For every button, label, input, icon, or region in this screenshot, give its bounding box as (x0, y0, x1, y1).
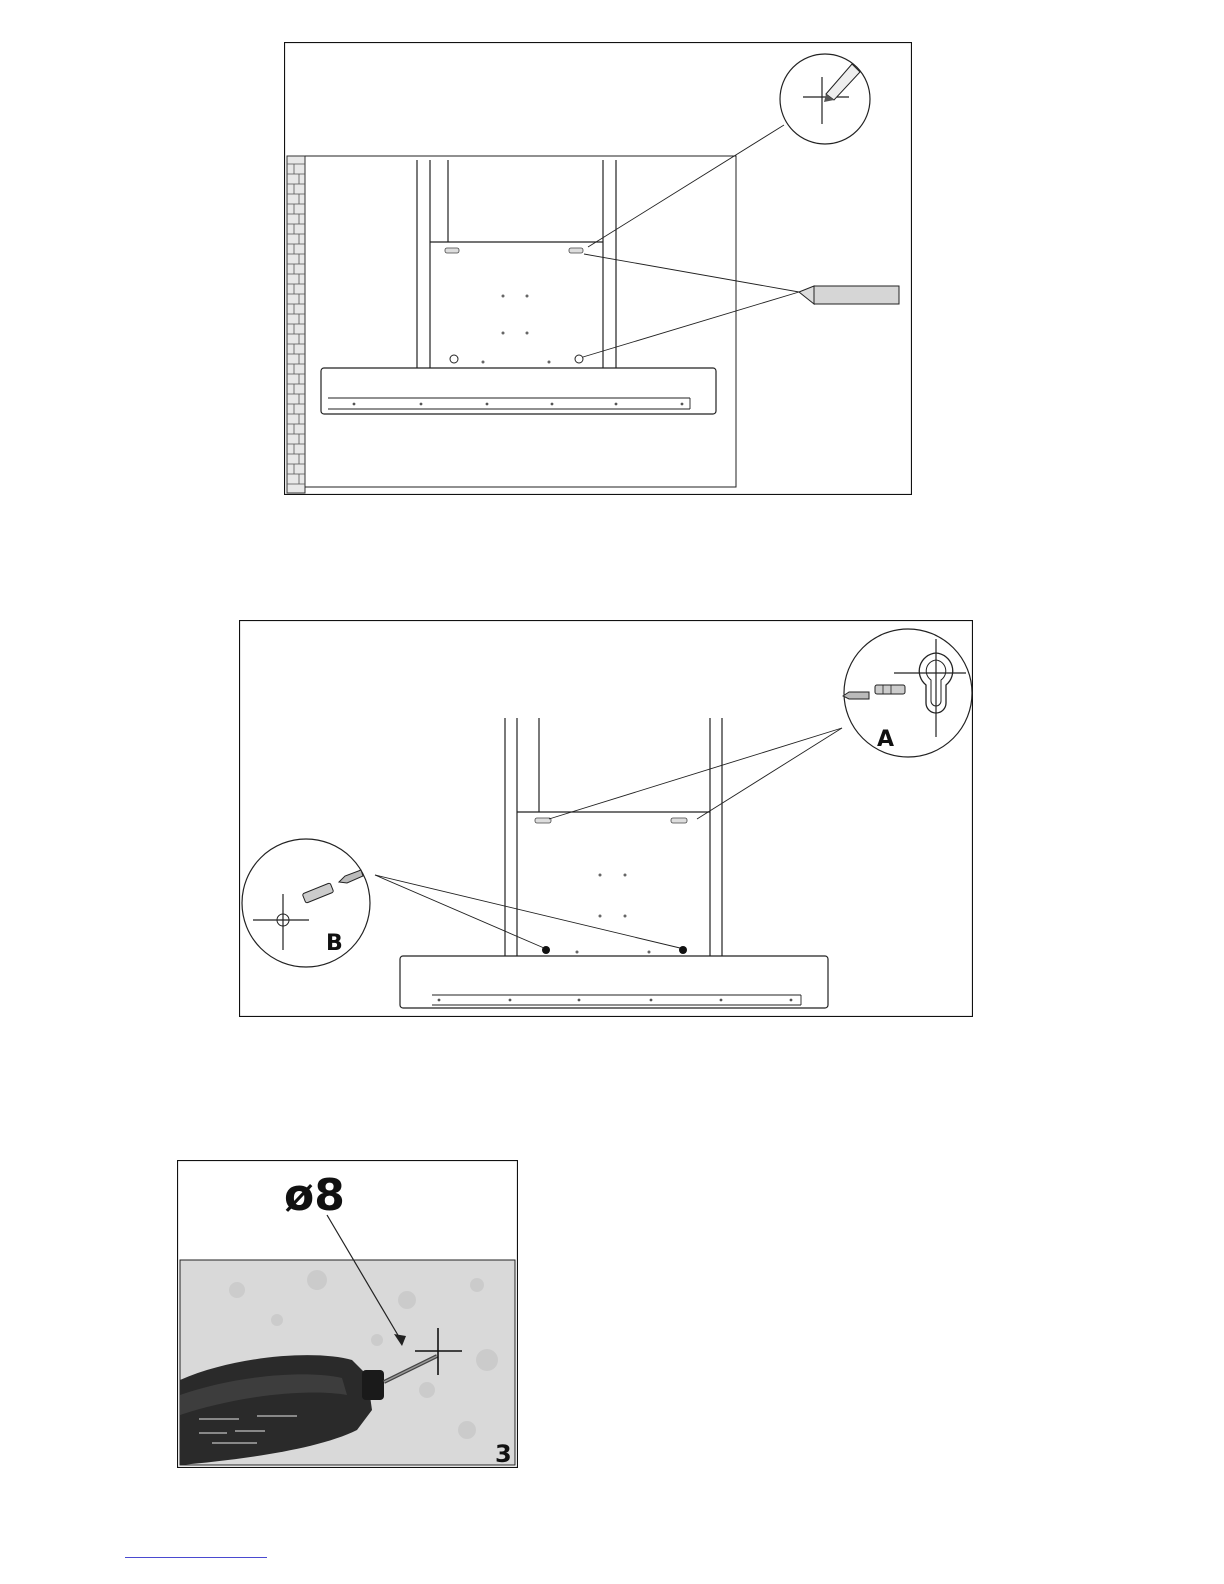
drill-diameter-label: ø8 (284, 1170, 345, 1221)
pencil-icon (799, 286, 899, 304)
wall-panel (287, 156, 305, 493)
step-number: 3 (495, 1440, 512, 1468)
hood-body (400, 956, 828, 1008)
anchor-detail-b (242, 839, 370, 967)
callout-label-a: A (877, 727, 895, 752)
figure-drilling (177, 1160, 518, 1468)
footnote-separator (125, 1557, 267, 1558)
callout-label-b: B (326, 931, 343, 956)
hood-body (321, 368, 716, 414)
screw-icon (843, 692, 869, 699)
figure-fixing-anchors (239, 620, 973, 1017)
wall-plug-icon (875, 685, 905, 694)
marking-detail-callout (780, 54, 870, 144)
figure-marking-holes (284, 42, 912, 495)
anchor-detail-a (843, 629, 972, 757)
